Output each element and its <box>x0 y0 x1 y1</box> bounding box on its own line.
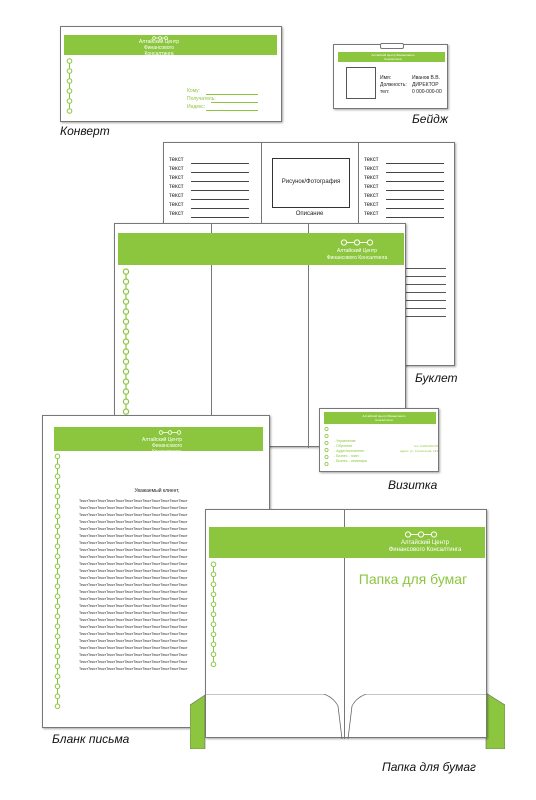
booklet-text-row <box>169 175 259 184</box>
letterhead-body-line: ТекстТекстТекстТекстТекстТекстТекстТекстТекстТекстТекстТекст <box>79 646 188 650</box>
folder-caption: Папка для бумаг <box>382 760 476 774</box>
card-caption: Визитка <box>388 478 438 492</box>
letterhead-body-line: ТекстТекстТекстТекстТекстТекстТекстТекстТекстТекстТекстТекст <box>79 639 188 643</box>
letterhead-body-line: ТекстТекстТекстТекстТекстТекстТекстТекстТекстТекстТекстТекст <box>79 527 188 531</box>
letterhead-body-line: ТекстТекстТекстТекстТекстТекстТекстТекстТекстТекстТекстТекст <box>79 513 188 517</box>
booklet-text-label: текст <box>169 184 184 190</box>
booklet-line <box>404 268 446 269</box>
chain-ornament-icon <box>122 268 129 418</box>
booklet-text-label: текст <box>364 175 379 181</box>
folder-body <box>205 509 487 738</box>
letterhead-body-line: ТекстТекстТекстТекстТекстТекстТекстТекстТекстТекстТекстТекст <box>79 562 188 566</box>
booklet-line <box>404 300 446 301</box>
booklet-line <box>386 172 444 173</box>
card-contact-phone: тел: 0-000-000-00 <box>413 444 438 448</box>
booklet-company-line1: Алтайский Центр <box>336 248 378 254</box>
envelope-company: Алтайский Центр Финансового Консалтинга <box>138 39 180 57</box>
logo-icon <box>340 239 374 246</box>
booklet-text-row <box>169 202 259 211</box>
letterhead-body-line: ТекстТекстТекстТекстТекстТекстТекстТекстТекстТекстТекстТекст <box>79 618 188 622</box>
envelope-header <box>64 35 277 55</box>
card-service-item: - Обучение <box>334 444 353 448</box>
letterhead-company-line2: Финансового Консалтинга <box>152 443 183 455</box>
badge-company: Алтайский Центр Финансового Консалтинга <box>371 53 415 61</box>
booklet-line <box>191 217 249 218</box>
letterhead-body-line: ТекстТекстТекстТекстТекстТекстТекстТекстТекстТекстТекстТекст <box>79 625 188 629</box>
letterhead-body-line: ТекстТекстТекстТекстТекстТекстТекстТекстТекстТекстТекстТекст <box>79 590 188 594</box>
envelope-line <box>206 94 258 95</box>
card-company: Алтайский Центр Финансового Консалтинга <box>362 414 406 422</box>
envelope-field-recipient: Получатель: <box>187 96 216 102</box>
logo-icon <box>152 36 168 40</box>
letterhead-greeting: Уважаемый клиент, <box>134 488 180 494</box>
booklet-text-label: текст <box>364 193 379 199</box>
folder-pocket-flap <box>206 694 488 739</box>
booklet-text-label: текст <box>169 166 184 172</box>
envelope-line <box>211 102 258 103</box>
booklet-text-row <box>364 202 454 211</box>
badge-slot <box>380 43 404 49</box>
badge-value-phone: 0 000-000-00 <box>412 89 442 95</box>
card-services <box>334 439 384 464</box>
booklet-description: Описание <box>295 211 324 217</box>
booklet-text-label: текст <box>169 175 184 181</box>
letterhead-body-line: ТекстТекстТекстТекстТекстТекстТекстТекстТекстТекстТекстТекст <box>79 506 188 510</box>
letterhead-body-line: ТекстТекстТекстТекстТекстТекстТекстТекстТекстТекстТекстТекст <box>79 660 188 664</box>
booklet-line <box>386 208 444 209</box>
business-card <box>319 408 439 472</box>
card-contact-address: адрес: ул. Строителей, 123 <box>399 449 438 453</box>
chain-ornament-icon <box>66 57 73 117</box>
letterhead-body-line: ТекстТекстТекстТекстТекстТекстТекстТекстТекстТекстТекстТекст <box>79 541 188 545</box>
card-header <box>324 412 436 424</box>
badge-label-phone: тел: <box>380 89 390 95</box>
booklet-line <box>191 163 249 164</box>
booklet-line <box>386 190 444 191</box>
booklet-text-row <box>364 166 454 175</box>
folder-company-line1: Алтайский Центр <box>400 540 450 546</box>
chain-ornament-icon <box>324 426 331 466</box>
envelope-field-to: Кому: <box>187 88 201 94</box>
folder-title: Папка для бумаг <box>358 571 468 587</box>
folder <box>190 509 505 749</box>
booklet-text-row <box>169 166 259 175</box>
booklet-text-row <box>364 184 454 193</box>
booklet-text-row <box>169 184 259 193</box>
booklet-text-label: текст <box>169 211 184 217</box>
booklet-line <box>404 276 446 277</box>
booklet-line <box>386 199 444 200</box>
booklet-line <box>404 292 446 293</box>
booklet-text-row <box>169 157 259 166</box>
letterhead-body-line: ТекстТекстТекстТекстТекстТекстТекстТекстТекстТекстТекстТекст <box>79 597 188 601</box>
booklet-text-label: текст <box>169 193 184 199</box>
letterhead-body-line: ТекстТекстТекстТекстТекстТекстТекстТекстТекстТекстТекстТекст <box>79 611 188 615</box>
booklet-text-label: текст <box>364 157 379 163</box>
booklet-text-row <box>364 211 454 220</box>
letterhead-caption: Бланк письма <box>52 732 130 746</box>
booklet-line <box>404 284 446 285</box>
booklet-text-label: текст <box>169 202 184 208</box>
booklet-line <box>191 208 249 209</box>
booklet-line <box>191 190 249 191</box>
booklet-line <box>191 199 249 200</box>
badge-photo <box>346 67 376 99</box>
booklet-line <box>404 316 446 317</box>
letterhead-body-line: ТекстТекстТекстТекстТекстТекстТекстТекстТекстТекстТекстТекст <box>79 667 188 671</box>
logo-icon <box>158 430 182 435</box>
booklet-line <box>386 217 444 218</box>
booklet-text-label: текст <box>364 184 379 190</box>
badge <box>333 44 448 109</box>
booklet-text-row <box>364 175 454 184</box>
card-service-item: - Управление <box>334 439 356 443</box>
logo-icon <box>404 531 438 538</box>
letterhead-body-line: ТекстТекстТекстТекстТекстТекстТекстТекстТекстТекстТекстТекст <box>79 499 188 503</box>
letterhead-body-line: ТекстТекстТекстТекстТекстТекстТекстТекстТекстТекстТекстТекст <box>79 576 188 580</box>
letterhead-body-line: ТекстТекстТекстТекстТекстТекстТекстТекстТекстТекстТекстТекст <box>79 653 188 657</box>
booklet-line <box>404 308 446 309</box>
booklet-text-row <box>169 211 259 220</box>
booklet-text-list-right <box>364 157 454 220</box>
letterhead-body-line: ТекстТекстТекстТекстТекстТекстТекстТекстТекстТекстТекстТекст <box>79 534 188 538</box>
booklet-line <box>191 172 249 173</box>
chain-ornament-icon <box>210 561 217 671</box>
letterhead-body-line: ТекстТекстТекстТекстТекстТекстТекстТекстТекстТекстТекстТекст <box>79 520 188 524</box>
booklet-company-line2: Финансового Консалтинга <box>326 255 388 261</box>
badge-header <box>338 52 445 62</box>
folder-header <box>209 527 485 558</box>
envelope-field-index: Индекс: <box>187 104 206 110</box>
booklet-text-label: текст <box>364 166 379 172</box>
badge-value-position: ДИРЕКТОР <box>412 82 439 88</box>
booklet-text-row <box>364 193 454 202</box>
booklet-text-list-left <box>169 157 259 220</box>
booklet-line <box>386 181 444 182</box>
booklet-text-label: текст <box>364 202 379 208</box>
badge-value-name: Иванов В.В. <box>412 75 441 81</box>
folder-company-line2: Финансового Консалтинга <box>388 547 462 553</box>
letterhead-body-line: ТекстТекстТекстТекстТекстТекстТекстТекстТекстТекстТекстТекст <box>79 548 188 552</box>
card-service-item: - Бизнес - план <box>334 454 359 458</box>
letterhead-header <box>54 427 263 455</box>
envelope-line <box>206 110 258 111</box>
booklet-text-row <box>169 193 259 202</box>
booklet-photo-box <box>272 158 350 208</box>
booklet-text-row <box>364 157 454 166</box>
badge-label-name: Имя: <box>380 75 392 81</box>
booklet-photo-label: Рисунок/Фотография <box>281 179 341 185</box>
badge-caption: Бейдж <box>412 112 449 126</box>
letterhead-body-line: ТекстТекстТекстТекстТекстТекстТекстТекстТекстТекстТекстТекст <box>79 569 188 573</box>
booklet-caption: Буклет <box>415 371 458 385</box>
letterhead-company-line1: Алтайский Центр <box>142 437 183 443</box>
envelope <box>60 26 282 122</box>
booklet-line <box>386 163 444 164</box>
letterhead-body-line: ТекстТекстТекстТекстТекстТекстТекстТекстТекстТекстТекстТекст <box>79 583 188 587</box>
booklet-line <box>191 181 249 182</box>
booklet-header <box>118 233 404 265</box>
booklet-text-label: текст <box>364 211 379 217</box>
card-service-item: - Аудит/консалтинг <box>334 449 365 453</box>
badge-label-position: Должность: <box>380 82 407 88</box>
letterhead-body-line: ТекстТекстТекстТекстТекстТекстТекстТекстТекстТекстТекстТекст <box>79 632 188 636</box>
envelope-caption: Конверт <box>60 124 110 138</box>
booklet-text-label: текст <box>169 157 184 163</box>
letterhead-body-line: ТекстТекстТекстТекстТекстТекстТекстТекстТекстТекстТекстТекст <box>79 555 188 559</box>
card-service-item: - Бизнес - семинары <box>334 459 368 463</box>
letterhead-body-line: ТекстТекстТекстТекстТекстТекстТекстТекстТекстТекстТекстТекст <box>79 604 188 608</box>
